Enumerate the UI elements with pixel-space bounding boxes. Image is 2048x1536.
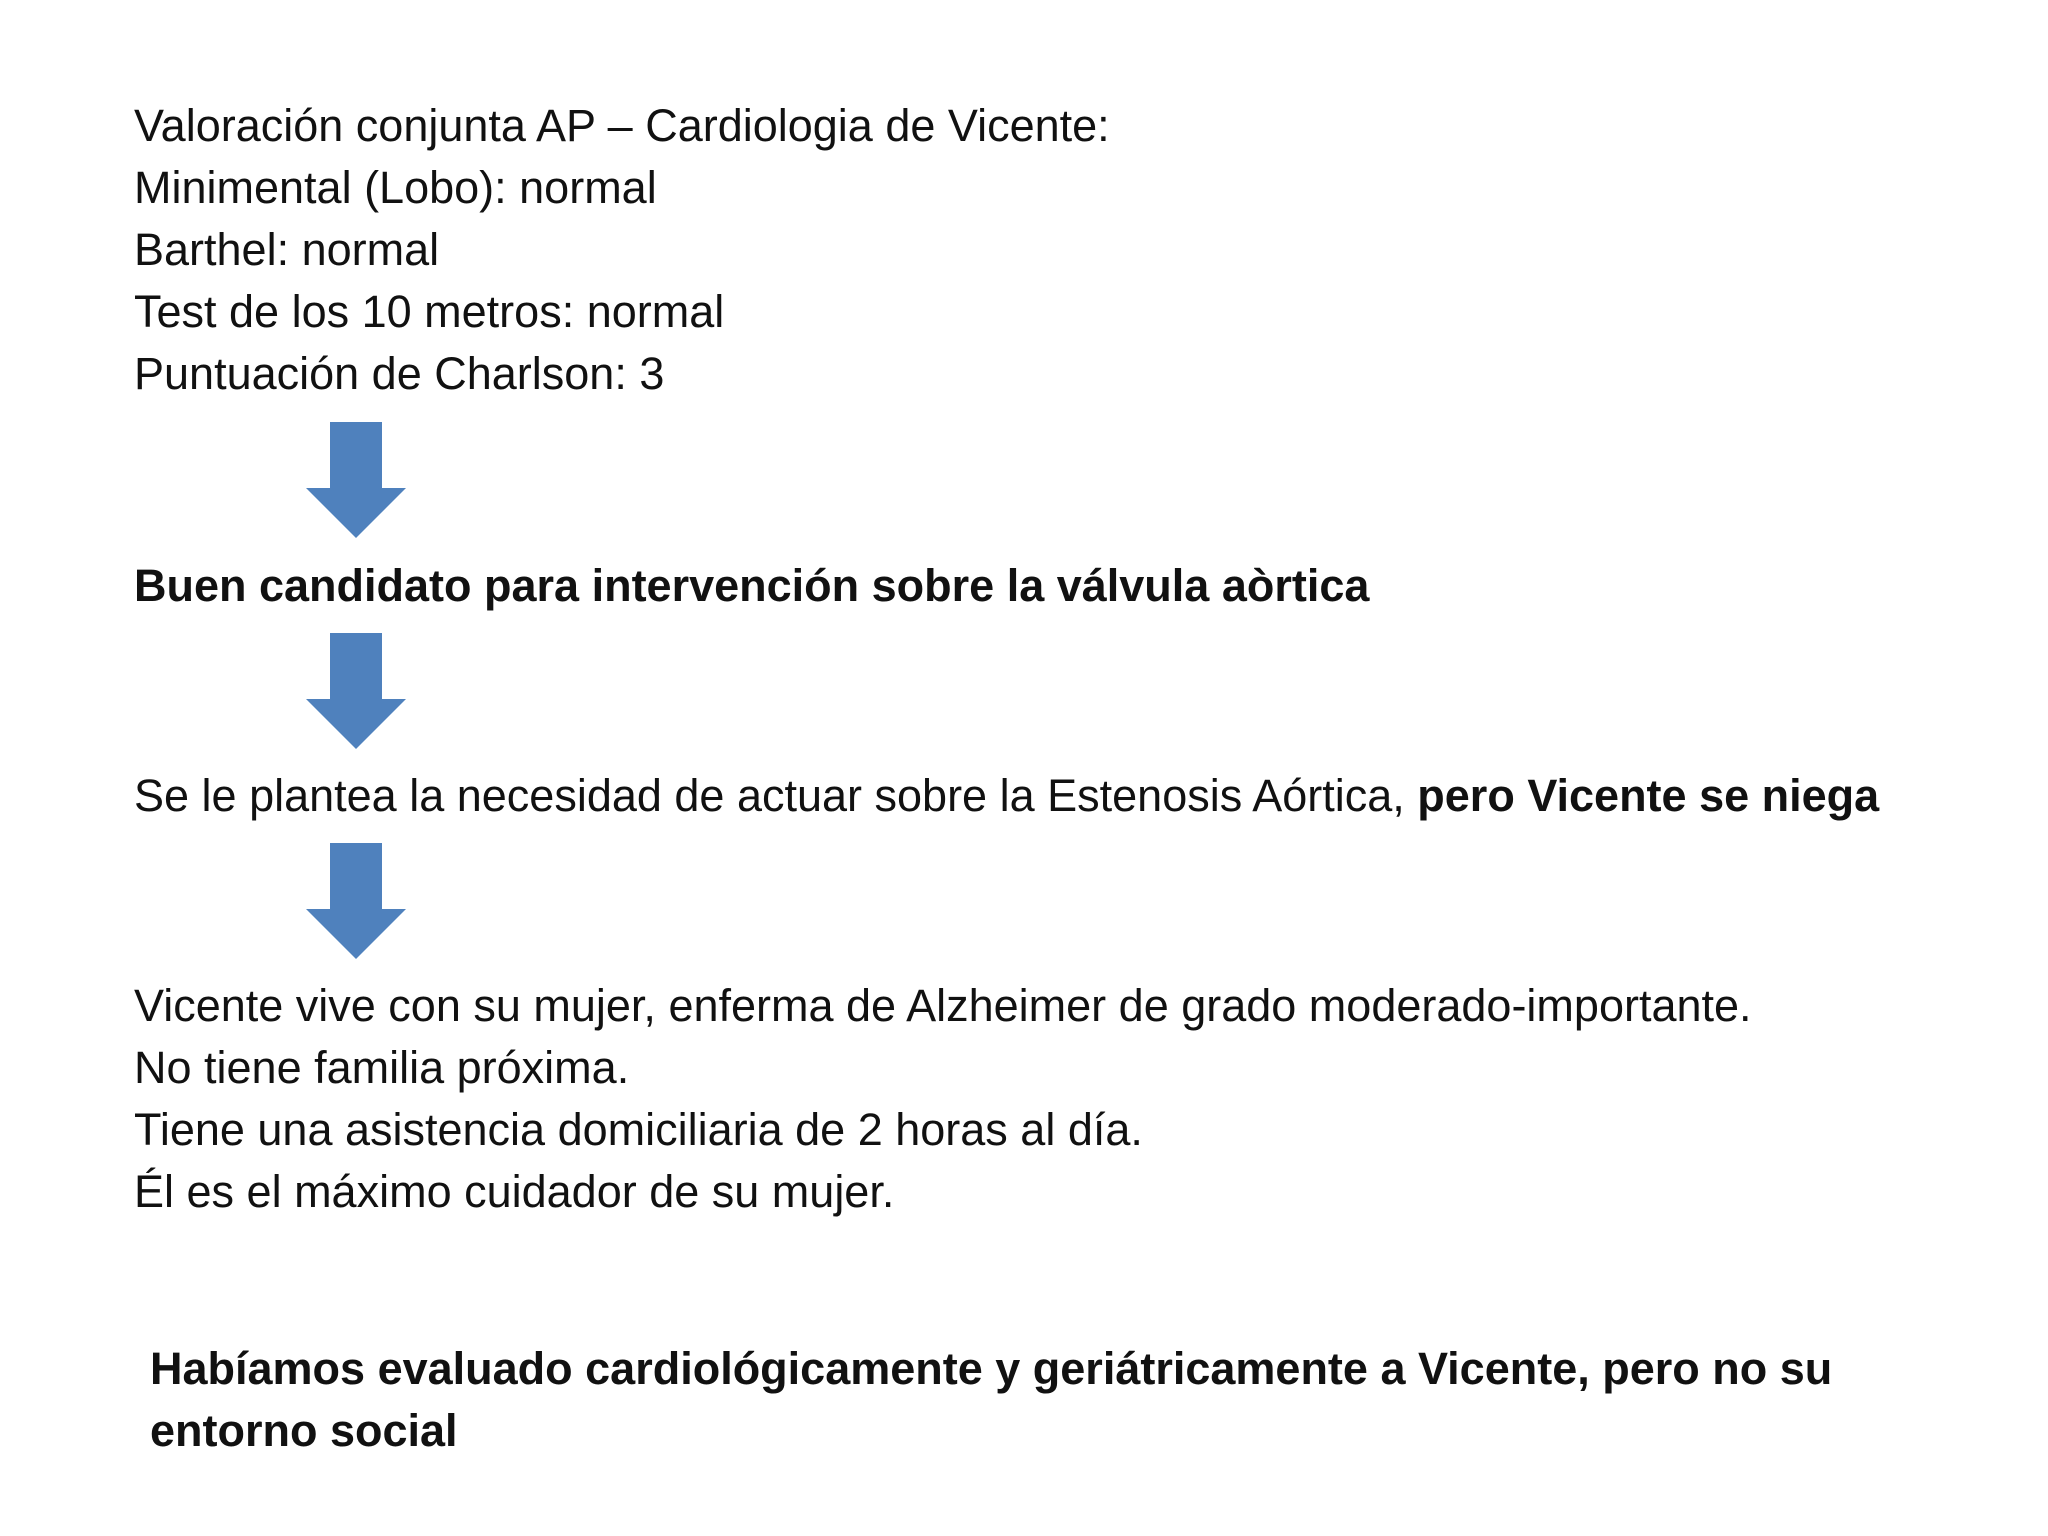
- proposal-line: [134, 765, 1879, 827]
- assessment-title: Valoración conjunta AP – Cardiologia de Vicente:: [134, 100, 1110, 151]
- proposal-text: Se le plantea la necesidad de actuar sobre la Estenosis Aórtica,: [134, 770, 1418, 821]
- social-context-block: [134, 975, 1752, 1223]
- social-line-wife: Vicente vive con su mujer, enferma de Alzheimer de grado moderado-importante.: [134, 980, 1752, 1031]
- social-line-caregiver: Él es el máximo cuidador de su mujer.: [134, 1166, 895, 1217]
- assessment-item-test-10m: Test de los 10 metros: normal: [134, 286, 725, 337]
- assessment-item-minimental: Minimental (Lobo): normal: [134, 162, 657, 213]
- social-line-family: No tiene familia próxima.: [134, 1042, 630, 1093]
- proposal-emphasis: pero Vicente se niega: [1417, 770, 1880, 821]
- candidate-statement: [134, 555, 1369, 617]
- conclusion-statement: Habíamos evaluado cardiológicamente y geriátricamente a Vicente, pero no su entorno social: [150, 1343, 1833, 1456]
- assessment-item-barthel: Barthel: normal: [134, 224, 440, 275]
- down-arrow-icon: [306, 843, 406, 959]
- assessment-item-charlson: Puntuación de Charlson: 3: [134, 348, 665, 399]
- candidate-text: Buen candidato para intervención sobre la válvula aòrtica: [134, 560, 1370, 611]
- assessment-block: [134, 95, 1110, 405]
- social-line-assistance: Tiene una asistencia domiciliaria de 2 horas al día.: [134, 1104, 1143, 1155]
- down-arrow-icon: [306, 422, 406, 538]
- down-arrow-icon: [306, 633, 406, 749]
- proposal-statement: [134, 765, 1879, 827]
